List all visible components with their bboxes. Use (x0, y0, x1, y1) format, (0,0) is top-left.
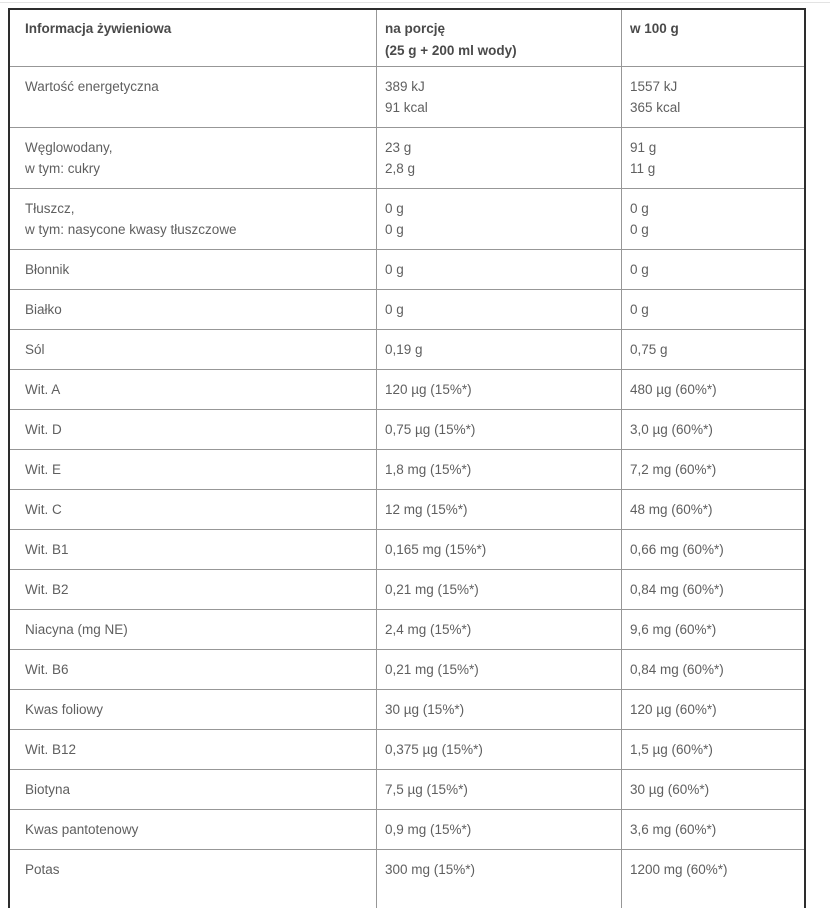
cell-line: 2,4 mg (15%*) (385, 622, 472, 637)
table-row (10, 529, 804, 569)
per-100g-cell (621, 649, 804, 689)
cell-line: 0,66 mg (60%*) (630, 542, 724, 557)
cell-line: 1557 kJ (630, 79, 678, 94)
cell-line: Kwas foliowy (25, 702, 104, 717)
header-cell-per-100g (621, 10, 804, 66)
row-label-cell (10, 569, 376, 609)
header-row (10, 10, 804, 66)
per-serving-cell (376, 689, 621, 729)
cell-line: 1200 mg (60%*) (630, 862, 728, 877)
cell-line: Błonnik (25, 262, 70, 277)
cell-line: 389 kJ (385, 79, 425, 94)
cell-line: 3,6 mg (60%*) (630, 822, 717, 837)
table-row (10, 609, 804, 649)
cell-line: Sól (25, 342, 45, 357)
cell-line: 0 g (385, 222, 404, 237)
cell-line: 0,21 mg (15%*) (385, 582, 479, 597)
row-label-cell (10, 127, 376, 188)
table-row (10, 769, 804, 809)
table-body (10, 66, 804, 908)
table-row (10, 369, 804, 409)
header-cell-per-serving (376, 10, 621, 66)
per-100g-cell (621, 489, 804, 529)
per-serving-cell (376, 649, 621, 689)
per-100g-cell (621, 289, 804, 329)
table-row (10, 409, 804, 449)
cell-line: 2,8 g (385, 161, 416, 176)
per-serving-cell (376, 529, 621, 569)
per-serving-cell (376, 188, 621, 249)
cell-line: 1,8 mg (15%*) (385, 462, 472, 477)
table-row (10, 329, 804, 369)
cell-line: Biotyna (25, 782, 71, 797)
row-label-cell (10, 329, 376, 369)
per-serving-cell (376, 66, 621, 127)
cell-line: Tłuszcz, (25, 201, 75, 216)
per-100g-cell (621, 329, 804, 369)
cell-line: 0,84 mg (60%*) (630, 662, 724, 677)
cell-line: 0,21 mg (15%*) (385, 662, 479, 677)
row-label-cell (10, 188, 376, 249)
cell-line: 9,6 mg (60%*) (630, 622, 717, 637)
cell-line: 0,375 µg (15%*) (385, 742, 483, 757)
per-serving-cell (376, 329, 621, 369)
per-serving-cell (376, 289, 621, 329)
table-row (10, 809, 804, 849)
cell-line: 23 g (385, 140, 412, 155)
nutrition-table-header (10, 10, 804, 66)
cell-line: Wit. B6 (25, 662, 69, 677)
per-100g-cell (621, 249, 804, 289)
table-row (10, 849, 804, 908)
table-row (10, 569, 804, 609)
row-label-cell (10, 249, 376, 289)
per-serving-cell (376, 769, 621, 809)
cell-line: 1,5 µg (60%*) (630, 742, 713, 757)
cell-line: 300 mg (15%*) (385, 862, 476, 877)
table-row (10, 66, 804, 127)
header-label: w 100 g (630, 21, 679, 36)
cell-line: Wartość energetyczna (25, 79, 159, 94)
per-serving-cell (376, 609, 621, 649)
cell-line: 3,0 µg (60%*) (630, 422, 713, 437)
cell-line: Wit. C (25, 502, 62, 517)
cell-line: 48 mg (60%*) (630, 502, 713, 517)
per-100g-cell (621, 689, 804, 729)
cell-line: 120 µg (60%*) (630, 702, 717, 717)
row-label-cell (10, 489, 376, 529)
table-row (10, 127, 804, 188)
cell-line: 480 µg (60%*) (630, 382, 717, 397)
row-label-cell (10, 449, 376, 489)
cell-line: w tym: cukry (25, 161, 101, 176)
per-serving-cell (376, 127, 621, 188)
cell-line: Kwas pantotenowy (25, 822, 139, 837)
table-row (10, 188, 804, 249)
per-serving-cell (376, 409, 621, 449)
per-100g-cell (621, 769, 804, 809)
cell-line: 0 g (385, 302, 404, 317)
cell-line: 91 g (630, 140, 657, 155)
per-serving-cell (376, 489, 621, 529)
row-label-cell (10, 66, 376, 127)
per-serving-cell (376, 449, 621, 489)
cell-line: Wit. B12 (25, 742, 77, 757)
row-label-cell (10, 809, 376, 849)
cell-line: 0 g (630, 302, 649, 317)
cell-line: Wit. E (25, 462, 61, 477)
header-label-sub: (25 g + 200 ml wody) (385, 43, 517, 58)
cell-line: Wit. B2 (25, 582, 69, 597)
header-label: na porcję (385, 21, 446, 36)
per-100g-cell (621, 188, 804, 249)
cell-line: 0 g (630, 222, 649, 237)
header-cell-nutrition-info (10, 10, 376, 66)
cell-line: 30 µg (60%*) (630, 782, 710, 797)
table-row (10, 489, 804, 529)
cell-line: 120 µg (15%*) (385, 382, 472, 397)
row-label-cell (10, 369, 376, 409)
per-100g-cell (621, 529, 804, 569)
row-label-cell (10, 729, 376, 769)
per-serving-cell (376, 569, 621, 609)
cell-line: Wit. D (25, 422, 62, 437)
table-row (10, 649, 804, 689)
row-label-cell (10, 289, 376, 329)
cell-line: 365 kcal (630, 100, 681, 115)
cell-line: 0,84 mg (60%*) (630, 582, 724, 597)
cell-line: Wit. A (25, 382, 61, 397)
cell-line: 0 g (630, 201, 649, 216)
cell-line: Wit. B1 (25, 542, 69, 557)
cell-line: 91 kcal (385, 100, 428, 115)
row-label-cell (10, 409, 376, 449)
per-serving-cell (376, 369, 621, 409)
per-100g-cell (621, 849, 804, 908)
cell-line: 0 g (385, 262, 404, 277)
cell-line: Niacyna (mg NE) (25, 622, 128, 637)
cell-line: 0,75 µg (15%*) (385, 422, 476, 437)
nutrition-table (8, 8, 806, 908)
per-100g-cell (621, 449, 804, 489)
cell-line: 30 µg (15%*) (385, 702, 465, 717)
row-label-cell (10, 849, 376, 908)
row-label-cell (10, 649, 376, 689)
cell-line: 0,9 mg (15%*) (385, 822, 472, 837)
cell-line: 7,5 µg (15%*) (385, 782, 468, 797)
table-row (10, 289, 804, 329)
per-100g-cell (621, 127, 804, 188)
per-serving-cell (376, 249, 621, 289)
cell-line: 0 g (385, 201, 404, 216)
row-label-cell (10, 529, 376, 569)
per-100g-cell (621, 809, 804, 849)
cell-line: Węglowodany, (25, 140, 113, 155)
table-row (10, 729, 804, 769)
cell-line: 0,75 g (630, 342, 668, 357)
per-serving-cell (376, 849, 621, 908)
cell-line: 7,2 mg (60%*) (630, 462, 717, 477)
row-label-cell (10, 769, 376, 809)
cell-line: Potas (25, 862, 60, 877)
cell-line: 12 mg (15%*) (385, 502, 468, 517)
per-100g-cell (621, 369, 804, 409)
table-row (10, 249, 804, 289)
per-100g-cell (621, 609, 804, 649)
per-100g-cell (621, 409, 804, 449)
cell-line: 0,165 mg (15%*) (385, 542, 487, 557)
row-label-cell (10, 609, 376, 649)
per-100g-cell (621, 569, 804, 609)
per-serving-cell (376, 729, 621, 769)
cell-line: 11 g (630, 161, 656, 176)
cell-line: 0 g (630, 262, 649, 277)
cell-line: w tym: nasycone kwasy tłuszczowe (25, 222, 237, 237)
table-row (10, 689, 804, 729)
cell-line: 0,19 g (385, 342, 423, 357)
per-serving-cell (376, 809, 621, 849)
table-row (10, 449, 804, 489)
header-label: Informacja żywieniowa (25, 21, 172, 36)
row-label-cell (10, 689, 376, 729)
per-100g-cell (621, 729, 804, 769)
top-divider-rule (0, 2, 830, 3)
cell-line: Białko (25, 302, 62, 317)
per-100g-cell (621, 66, 804, 127)
